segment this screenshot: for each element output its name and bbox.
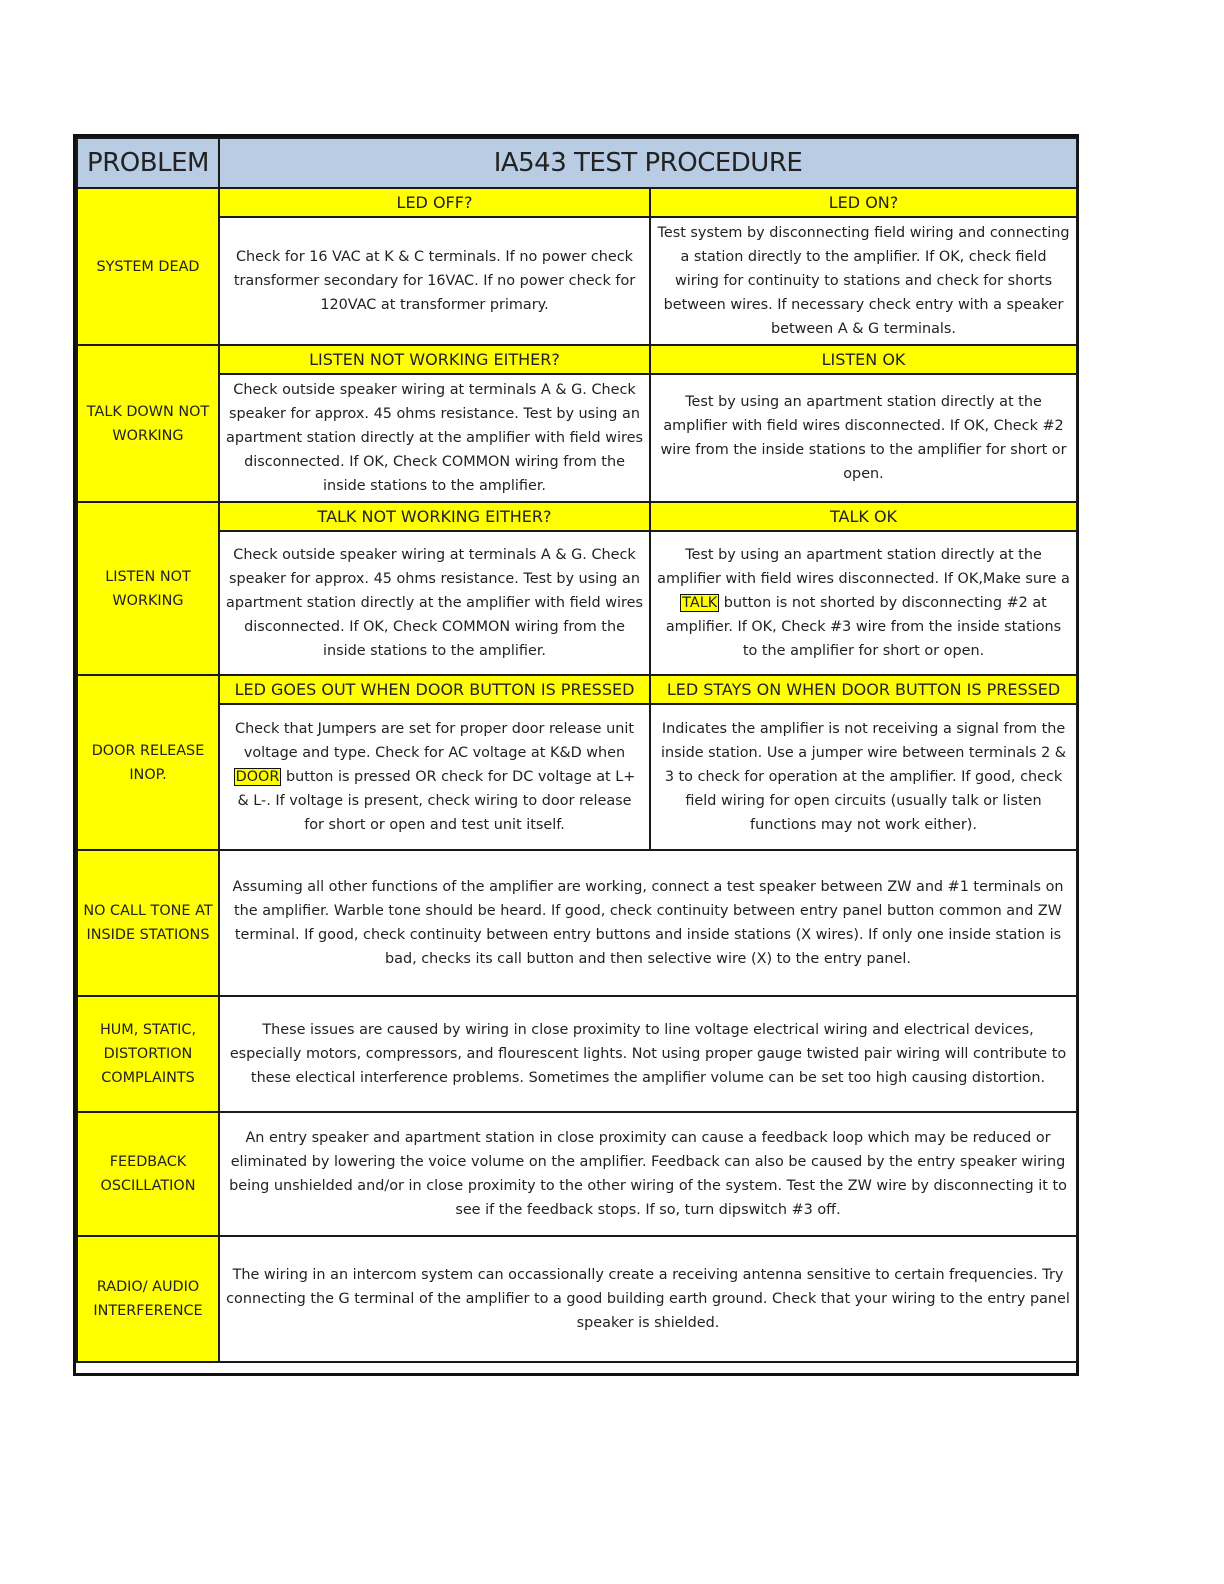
talk-down-right-text: Test by using an apartment station directly at the amplifier with field wires disconnected. If OK, Check #2 wire from the inside stations to the amplifier for short or open.: [650, 374, 1077, 502]
system-dead-left-header: LED OFF?: [219, 188, 650, 217]
problem-radio: RADIO/ AUDIO INTERFERENCE: [77, 1236, 219, 1362]
listen-subheader-row: [77, 502, 1077, 531]
talk-down-left-header: LISTEN NOT WORKING EITHER?: [219, 345, 650, 374]
no-call-tone-text: Assuming all other functions of the amplifier are working, connect a test speaker between ZW and #1 terminals on the amplifier. Warble tone should be heard. If good, check continuity between entry panel button common and ZW terminal. If good, check continuity between entry buttons and inside stations (X wires). If only one inside station is bad, checks its call button and then selective wire (X) to the entry panel.: [219, 850, 1077, 996]
talk-down-body-row: [77, 374, 1077, 502]
listen-left-header: TALK NOT WORKING EITHER?: [219, 502, 650, 531]
door-release-left-text: [219, 704, 650, 850]
problem-talk-down: TALK DOWN NOT WORKING: [77, 345, 219, 502]
door-release-left-header: LED GOES OUT WHEN DOOR BUTTON IS PRESSED: [219, 675, 650, 704]
listen-body-row: [77, 531, 1077, 675]
problem-door-release: DOOR RELEASE INOP.: [77, 675, 219, 850]
procedure-table: [76, 137, 1078, 1363]
system-dead-left-text: Check for 16 VAC at K & C terminals. If no power check transformer secondary for 16VAC. If no power check for 120VAC at transformer primary.: [219, 217, 650, 345]
feedback-text: An entry speaker and apartment station in close proximity can cause a feedback loop which may be reduced or eliminated by lowering the voice volume on the amplifier. Feedback can also be caused by the entry speaker wiring being unshielded and/or in close proximity to the other wiring of the system. Test the ZW wire by disconnecting it to see if the feedback stops. If so, turn dipswitch #3 off.: [219, 1112, 1077, 1236]
system-dead-right-header: LED ON?: [650, 188, 1077, 217]
page-title: IA543 TEST PROCEDURE: [219, 138, 1077, 188]
door-release-subheader-row: [77, 675, 1077, 704]
radio-text: The wiring in an intercom system can occassionally create a receiving antenna sensitive to certain frequencies. Try connecting the G terminal of the amplifier to a good building earth ground. Check that your wiring to the entry panel speaker is shielded.: [219, 1236, 1077, 1362]
test-procedure-sheet: [73, 134, 1079, 1376]
problem-listen: LISTEN NOT WORKING: [77, 502, 219, 675]
problem-column-header: PROBLEM: [77, 138, 219, 188]
talk-button-label: TALK: [682, 595, 718, 611]
listen-right-text: [650, 531, 1077, 675]
problem-system-dead: SYSTEM DEAD: [77, 188, 219, 345]
listen-left-text: Check outside speaker wiring at terminals A & G. Check speaker for approx. 45 ohms resistance. Test by using an apartment station directly at the amplifier with field wires disconnected. If OK, Check COMMON wiring from the inside stations to the amplifier.: [219, 531, 650, 675]
door-release-right-text: Indicates the amplifier is not receiving a signal from the inside station. Use a jumper wire between terminals 2 & 3 to check for operation at the amplifier. If good, check field wiring for open circuits (usually talk or listen functions may not work either).: [650, 704, 1077, 850]
hum-text: These issues are caused by wiring in close proximity to line voltage electrical wiring and electrical devices, especially motors, compressors, and flourescent lights. Not using proper gauge twisted pair wiring will contribute to these electical interference problems. Sometimes the amplifier volume can be set too high causing distortion.: [219, 996, 1077, 1112]
system-dead-body-row: [77, 217, 1077, 345]
radio-row: [77, 1236, 1077, 1362]
door-release-right-header: LED STAYS ON WHEN DOOR BUTTON IS PRESSED: [650, 675, 1077, 704]
listen-right-header: TALK OK: [650, 502, 1077, 531]
problem-feedback: FEEDBACK OSCILLATION: [77, 1112, 219, 1236]
header-row: [77, 138, 1077, 188]
door-release-body-row: [77, 704, 1077, 850]
system-dead-right-text: Test system by disconnecting field wiring and connecting a station directly to the amplifier. If OK, check field wiring for continuity to stations and check for shorts between wires. If necessary check entry with a speaker between A & G terminals.: [650, 217, 1077, 345]
hum-row: [77, 996, 1077, 1112]
listen-right-text-end: button is not shorted by disconnecting #2 at amplifier. If OK, Check #3 wire from the inside stations to the amplifier for short or open.: [665, 595, 1062, 659]
problem-hum: HUM, STATIC, DISTORTION COMPLAINTS: [77, 996, 219, 1112]
feedback-row: [77, 1112, 1077, 1236]
talk-down-subheader-row: [77, 345, 1077, 374]
talk-down-right-header: LISTEN OK: [650, 345, 1077, 374]
talk-down-left-text: Check outside speaker wiring at terminals A & G. Check speaker for approx. 45 ohms resistance. Test by using an apartment station directly at the amplifier with field wires disconnected. If OK, Check COMMON wiring from the inside stations to the amplifier.: [219, 374, 650, 502]
listen-right-text-start: Test by using an apartment station directly at the amplifier with field wires disconnected. If OK,Make sure a: [657, 547, 1070, 587]
system-dead-subheader-row: [77, 188, 1077, 217]
door-button-label: DOOR: [235, 769, 280, 785]
door-release-left-text-start: Check that Jumpers are set for proper door release unit voltage and type. Check for AC voltage at K&D when: [235, 721, 634, 761]
no-call-tone-row: [77, 850, 1077, 996]
problem-no-call-tone: NO CALL TONE AT INSIDE STATIONS: [77, 850, 219, 996]
door-release-left-text-end: button is pressed OR check for DC voltage at L+ & L-. If voltage is present, check wiring to door release for short or open and test unit itself.: [237, 769, 636, 833]
